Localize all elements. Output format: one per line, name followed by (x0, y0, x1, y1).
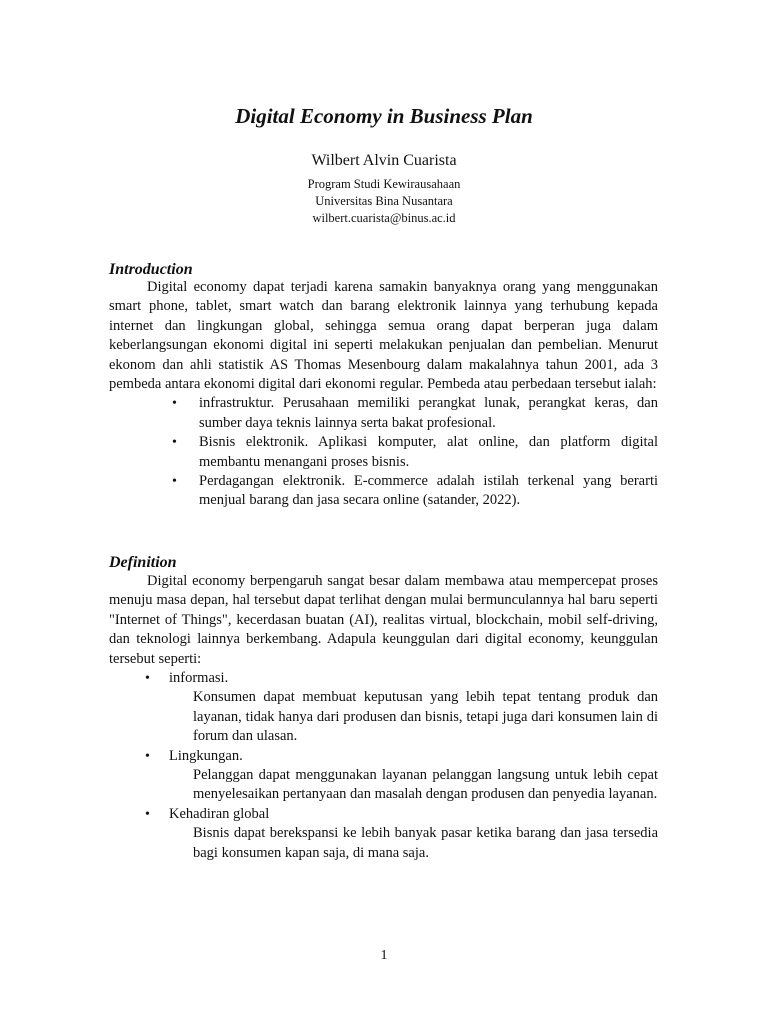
list-item (172, 433, 658, 472)
item-text: Konsumen dapat membuat keputusan yang lebih tepat tentang produk dan layanan, tidak hanya dari produsen dan bisnis, tetapi juga dari konsumen lain di forum dan ulasan. (193, 689, 658, 745)
definition-paragraph: Digital economy berpengaruh sangat besar dalam membawa atau mempercepat proses menuju masa depan, hal tersebut dapat terlihat dengan mulai bermunculannya hal baru seperti "Internet of Things", kecerdasan buatan (AI), realitas virtual, blockchain, mobil self-driving, dan teknologi lainnya berkembang. Adapula keunggulan dari digital economy, keunggulan tersebut seperti: (109, 573, 658, 667)
affiliation-email: wilbert.cuarista@binus.ac.id (312, 211, 456, 225)
page-number: 1 (380, 948, 388, 963)
affiliation-program: Program Studi Kewirausahaan (307, 177, 461, 191)
introduction-bullet-list (109, 394, 658, 510)
bullet-text: infrastruktur. Perusahaan memiliki perangkat lunak, perangkat keras, dan sumber daya teknis lainnya serta bakat profesional. (199, 395, 658, 431)
affiliation-university: Universitas Bina Nusantara (315, 194, 453, 208)
author-name: Wilbert Alvin Cuarista (311, 152, 457, 169)
definition-item-list (109, 669, 658, 863)
introduction-paragraph: Digital economy dapat terjadi karena samakin banyaknya orang yang menggunakan smart phone, tablet, smart watch dan barang elektronik lainnya yang terhubung kepada internet dan lingkungan global, sehingga semua orang dapat berperan juga dalam keberlangsungan ekonomi digital ini seperti melakukan penjualan dan pembelian. Menurut ekonom dan ahli statistik AS Thomas Mesenbourg dalam makalahnya tahun 2001, ada 3 pembeda antara ekonomi digital dari ekonomi regular. Pembeda atau perbedaan tersebut ialah: (109, 279, 658, 393)
list-item (172, 394, 658, 433)
list-item (145, 669, 658, 747)
author-affiliation (0, 176, 768, 227)
paper-title: Digital Economy in Business Plan (235, 104, 533, 128)
bullet-icon: • (145, 806, 150, 822)
item-label: informasi. (169, 670, 229, 687)
list-item (145, 805, 658, 863)
introduction-heading: Introduction (109, 261, 193, 278)
item-label: Lingkungan. (169, 747, 243, 764)
list-item (145, 747, 658, 805)
definition-section (109, 553, 658, 863)
item-text: Pelanggan dapat menggunakan layanan pelanggan langsung untuk lebih cepat menyelesaikan pertanyaan dan masalah dengan produsen dan penyedia layanan. (193, 767, 658, 803)
item-text: Bisnis dapat berekspansi ke lebih banyak pasar ketika barang dan jasa tersedia bagi konsumen kapan saja, di mana saja. (193, 825, 658, 861)
list-item (172, 472, 658, 511)
bullet-icon: • (172, 435, 177, 451)
bullet-text: Perdagangan elektronik. E-commerce adalah istilah terkenal yang berarti menjual barang dan jasa secara online (satander, 2022). (199, 473, 658, 509)
item-label: Kehadiran global (169, 805, 270, 822)
introduction-section (109, 260, 658, 511)
bullet-icon: • (145, 748, 150, 764)
bullet-icon: • (172, 396, 177, 412)
bullet-icon: • (145, 671, 150, 687)
bullet-icon: • (172, 474, 177, 490)
bullet-text: Bisnis elektronik. Aplikasi komputer, alat online, dan platform digital membantu menangani proses bisnis. (199, 434, 658, 470)
definition-heading: Definition (109, 554, 177, 571)
